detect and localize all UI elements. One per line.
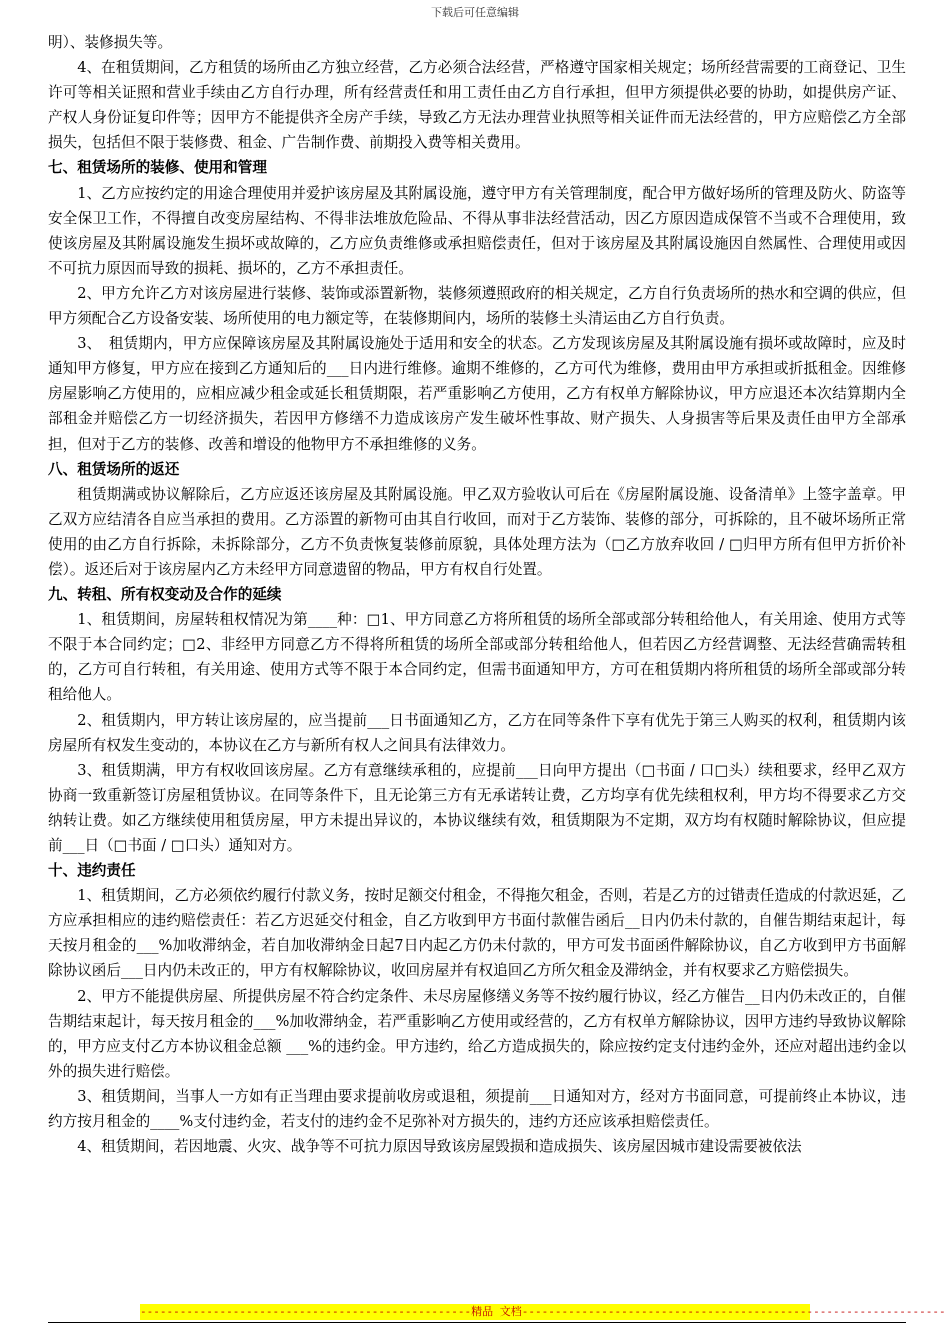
section-heading: 八、租赁场所的返还 (48, 460, 180, 478)
section-heading: 七、租赁场所的装修、使用和管理 (48, 159, 267, 177)
footer-right-dashes: ---------------------------------------------------------------- (521, 1305, 946, 1318)
paragraph: 明）、装修损失等。 (48, 34, 173, 51)
paragraph: 租赁期满或协议解除后，乙方应返还该房屋及其附属设施。甲乙双方验收认可后在《房屋附属设施、设备清单》上签字盖章。甲乙双方应结清各自应当承担的费用。乙方添置的新物可由其自行收回，而对于乙方装饰、装修的部分，可拆除的，且不破坏场所正常使用的由乙方自行拆除，未拆除部分，乙方不负责恢复装修前原貌，具体处理方法为（□乙方放弃收回 / □归甲方所有但甲方折价补偿）。返还后对于该房屋内乙方未经甲方同意遗留的物品，甲方有权自行处置。 (48, 485, 906, 578)
header-note: 下载后可任意编辑 (431, 6, 519, 19)
footer-banner (140, 1304, 946, 1320)
footer-label: 精品 文档 (471, 1305, 522, 1318)
paragraph: 3、租赁期满，甲方有权收回该房屋。乙方有意继续承租的，应提前___日向甲方提出（□书面 / 口□头）续租要求，经甲乙双方协商一致重新签订房屋租赁协议。在同等条件下，且无论第三方有无承诺转让费，乙方均享有优先续租权利，甲方均不得要求乙方交纳转让费。如乙方继续使用租赁房屋，甲方未提出异议的，本协议继续有效，租赁期限为不定期，双方均有权随时解除协议，但应提前___日（□书面 / □口头）通知对方。 (48, 761, 906, 854)
section-heading: 十、违约责任 (48, 862, 136, 880)
paragraph: 2、租赁期内，甲方转让该房屋的，应当提前___日书面通知乙方，乙方在同等条件下享有优先于第三人购买的权利，租赁期内该房屋所有权发生变动的，本协议在乙方与新所有权人之间具有法律效力。 (48, 711, 906, 754)
footer-rule (48, 1322, 906, 1323)
footer-left-dashes: -------------------------------------------------- (140, 1305, 472, 1318)
paragraph: 2、甲方不能提供房屋、所提供房屋不符合约定条件、未尽房屋修缮义务等不按约履行协议，经乙方催告__日内仍未改正的，自催告期结束起计，每天按月租金的___%加收滞纳金，若严重影响乙方使用或经营的，乙方有权单方解除协议，因甲方违约导致协议解除的，甲方应支付乙方本协议租金总额 ___%的违约金。甲方违约，给乙方造成损失的，除应按约定支付违约金外，还应对超出违约金以外的损失进行赔偿。 (48, 987, 906, 1080)
paragraph: 4、在租赁期间，乙方租赁的场所由乙方独立经营，乙方必须合法经营，严格遵守国家相关规定；场所经营需要的工商登记、卫生许可等相关证照和营业手续由乙方自行办理，所有经营责任和用工责任由乙方自行承担，但甲方须提供必要的协助，如提供房产证、产权人身份证复印件等；因甲方不能提供齐全房产手续，导致乙方无法办理营业执照等相关证件而无法经营的，甲方应赔偿乙方全部损失，包括但不限于装修费、租金、广告制作费、前期投入费等相关费用。 (48, 59, 906, 152)
paragraph: 1、乙方应按约定的用途合理使用并爱护该房屋及其附属设施，遵守甲方有关管理制度，配合甲方做好场所的管理及防火、防盗等安全保卫工作，不得擅自改变房屋结构、不得非法堆放危险品、不得从事非法经营活动，因乙方原因造成保管不当或不合理使用，致使该房屋及其附属设施发生损坏或故障的，乙方应负责维修或承担赔偿责任，但对于该房屋及其附属设施因自然属性、合理使用或因不可抗力原因而导致的损耗、损坏的，乙方不承担责任。 (48, 184, 906, 277)
paragraph: 4、租赁期间，若因地震、火灾、战争等不可抗力原因导致该房屋毁损和造成损失、该房屋因城市建设需要被依法 (77, 1138, 802, 1156)
document-body (48, 30, 906, 1159)
paragraph: 2、甲方允许乙方对该房屋进行装修、装饰或添置新物，装修须遵照政府的相关规定，乙方自行负责场所的热水和空调的供应，但甲方须配合乙方设备安装、场所使用的电力额定等，在装修期间内，场所的装修土头清运由乙方自行负责。 (48, 284, 906, 328)
paragraph: 1、租赁期间，乙方必须依约履行付款义务，按时足额交付租金，不得拖欠租金，否则，若是乙方的过错责任造成的付款迟延，乙方应承担相应的违约赔偿责任：若乙方迟延交付租金，自乙方收到甲方书面付款催告函后__日内仍未付款的，自催告期结束起计，每天按月租金的___%加收滞纳金，若自加收滞纳金日起7日内起乙方仍未付款的，甲方可发书面函件解除协议，自乙方收到甲方书面解除协议函后___日内仍未改正的，甲方有权解除协议，收回房屋并有权追回乙方所欠租金及滞纳金，并有权要求乙方赔偿损失。 (48, 887, 906, 980)
paragraph: 1、租赁期间，房屋转租权情况为第____种：□1、甲方同意乙方将所租赁的场所全部或部分转租给他人，有关用途、使用方式等不限于本合同约定；□2、非经甲方同意乙方不得将所租赁的场所全部或部分转租给他人，但若因乙方经营调整、无法经营确需转租的，乙方可自行转租，有关用途、使用方式等不限于本合同约定，但需书面通知甲方，方可在租赁期内将所租赁的场所全部或部分转租给他人。 (48, 611, 906, 704)
section-heading: 九、转租、所有权变动及合作的延续 (48, 586, 282, 604)
paragraph: 3、租赁期间，当事人一方如有正当理由要求提前收房或退租，须提前___日通知对方，经对方书面同意，可提前终止本协议，违约方按月租金的____%支付违约金，若支付的违约金不足弥补对方损失的，违约方还应该承担赔偿责任。 (48, 1087, 906, 1131)
paragraph: 3、 租赁期内，甲方应保障该房屋及其附属设施处于适用和安全的状态。乙方发现该房屋及其附属设施有损坏或故障时，应及时通知甲方修复，甲方应在接到乙方通知后的___日内进行维修。逾期不维修的，乙方可代为维修，费用由甲方承担或折抵租金。因维修房屋影响乙方使用的，应相应减少租金或延长租赁期限，若严重影响乙方使用，乙方有权单方解除协议，甲方应退还本次结算期内全部租金并赔偿乙方一切经济损失，若因甲方修缮不力造成该房产发生破坏性事故、财产损失、人身损害等后果及责任由甲方全部承担，但对于乙方的装修、改善和增设的他物甲方不承担维修的义务。 (48, 335, 906, 453)
